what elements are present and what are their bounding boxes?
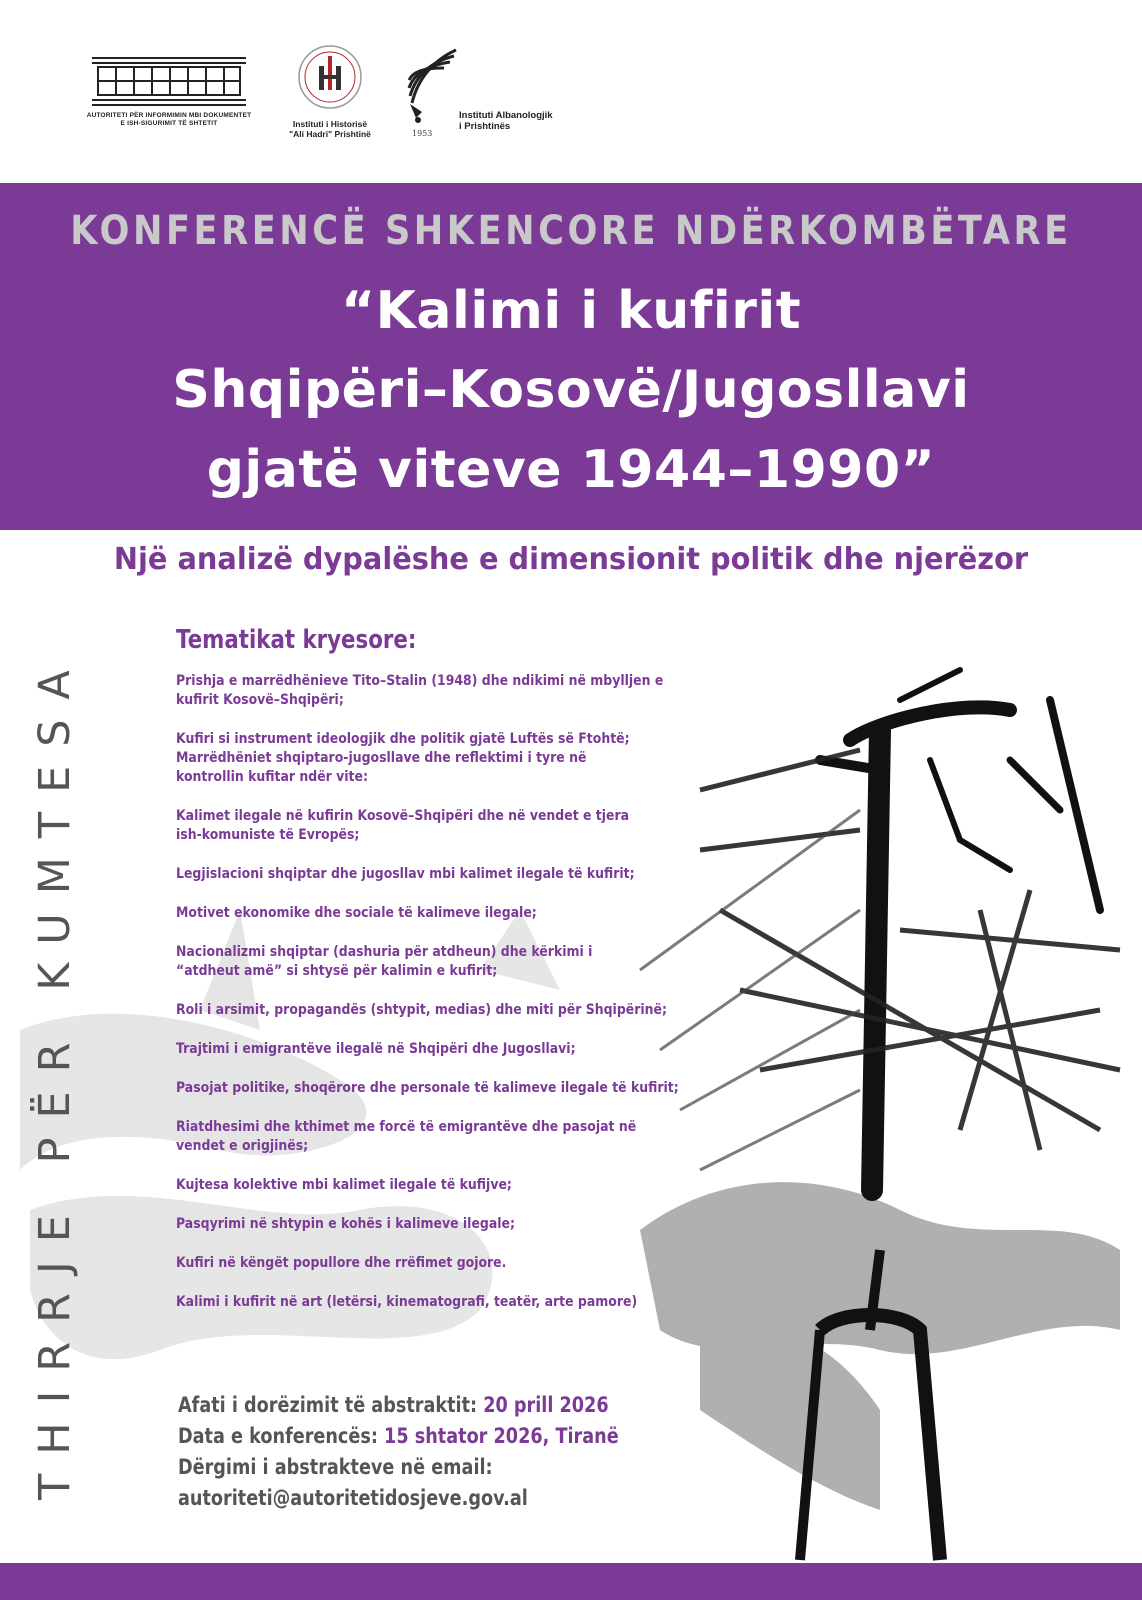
topic-item: Kufiri në këngët popullore dhe rrëfimet gojore. [176, 1255, 507, 1271]
subtitle: Një analizë dypalëshe e dimensionit politik dhe njerëzor [113, 542, 1029, 577]
title-line-1: “Kalimi i kufirit [340, 281, 802, 341]
ih-emblem-icon [295, 42, 365, 112]
topic-item: Kufiri si instrument ideologjik dhe politik gjatë Luftës së Ftohtë; Marrëdhëniet shqiptaro-jugosllave dhe reflektimi i tyre në kontrollin kufitar ndër vite: [176, 731, 630, 785]
email-label: Dërgimi i abstrakteve në email: [178, 1455, 493, 1479]
deadline-row [178, 1390, 619, 1421]
topic-item: Legjislacioni shqiptar dhe jugosllav mbi kalimet ilegale të kufirit; [176, 866, 635, 882]
conference-date-value: 15 shtator 2026, Tiranë [384, 1424, 619, 1448]
topic-item: Pasojat politike, shoqërore dhe personale të kalimeve ilegale të kufirit; [176, 1080, 679, 1096]
title-line-2: Shqipëri–Kosovë/Jugosllavi [172, 360, 970, 420]
history-institute-logo [282, 42, 378, 139]
authority-logo-caption: AUTORITETI PËR INFORMIMIN MBI DOKUMENTET E ISH-SIGURIMIT TË SHTETIT [86, 112, 252, 127]
albanology-line2: i Prishtinës [459, 121, 511, 132]
building-icon [90, 54, 248, 112]
albanology-year: 1953 [412, 129, 433, 138]
deadline-label: Afati i dorëzimit të abstraktit: [178, 1393, 478, 1417]
topic-item: Roli i arsimit, propagandës (shtypit, medias) dhe miti për Shqipërinë; [176, 1002, 667, 1018]
history-institute-line2: "Ali Hadri" Prishtinë [289, 129, 371, 139]
albanology-line1: Instituti Albanologjik [459, 110, 553, 121]
topic-item: Kalimet ilegale në kufirin Kosovë–Shqipëri dhe në vendet e tjera ish-komuniste të Evropës; [176, 808, 630, 843]
topic-item: Trajtimi i emigrantëve ilegalë në Shqipëri dhe Jugosllavi; [176, 1041, 576, 1057]
topic-item: Pasqyrimi në shtypin e kohës i kalimeve ilegale; [176, 1216, 515, 1232]
quill-icon [404, 48, 464, 140]
email-link[interactable]: autoriteti@autoritetidosjeve.gov.al [178, 1486, 528, 1510]
submission-info [178, 1390, 703, 1514]
call-for-papers-vertical-label: THIRRJE PËR KUMTESA [30, 651, 80, 1500]
topics-heading: Tematikat kryesore: [176, 625, 417, 655]
footer-bar [0, 1563, 1142, 1600]
topic-item: Kujtesa kolektive mbi kalimet ilegale të kufijve; [176, 1177, 512, 1193]
topic-item: Nacionalizmi shqiptar (dashuria për atdheun) dhe kërkimi i “atdheut amë” si shtysë për kalimin e kufirit; [176, 944, 593, 979]
authority-logo [84, 54, 254, 128]
deadline-value: 20 prill 2026 [483, 1393, 609, 1417]
title-line-3: gjatë viteve 1944–1990” [206, 440, 936, 500]
conference-label: KONFERENCË SHKENCORE NDËRKOMBËTARE [70, 208, 1072, 254]
topic-item: Riatdhesimi dhe kthimet me forcë të emigrantëve dhe pasojat në vendet e origjinës; [176, 1119, 637, 1154]
topics-list [176, 672, 696, 1332]
history-institute-line1: Instituti i Historisë [292, 119, 368, 129]
albanology-institute-logo [404, 48, 574, 145]
conference-date-row [178, 1421, 619, 1452]
albanology-caption [459, 110, 579, 132]
conference-date-label: Data e konferencës: [178, 1424, 378, 1448]
topic-item: Prishja e marrëdhënieve Tito–Stalin (1948) dhe ndikimi në mbylljen e kufirit Kosovë–Shqipëri; [176, 673, 664, 708]
topic-item: Kalimi i kufirit në art (letërsi, kinematografi, teatër, arte pamore) [176, 1294, 638, 1310]
topic-item: Motivet ekonomike dhe sociale të kalimeve ilegale; [176, 905, 537, 921]
